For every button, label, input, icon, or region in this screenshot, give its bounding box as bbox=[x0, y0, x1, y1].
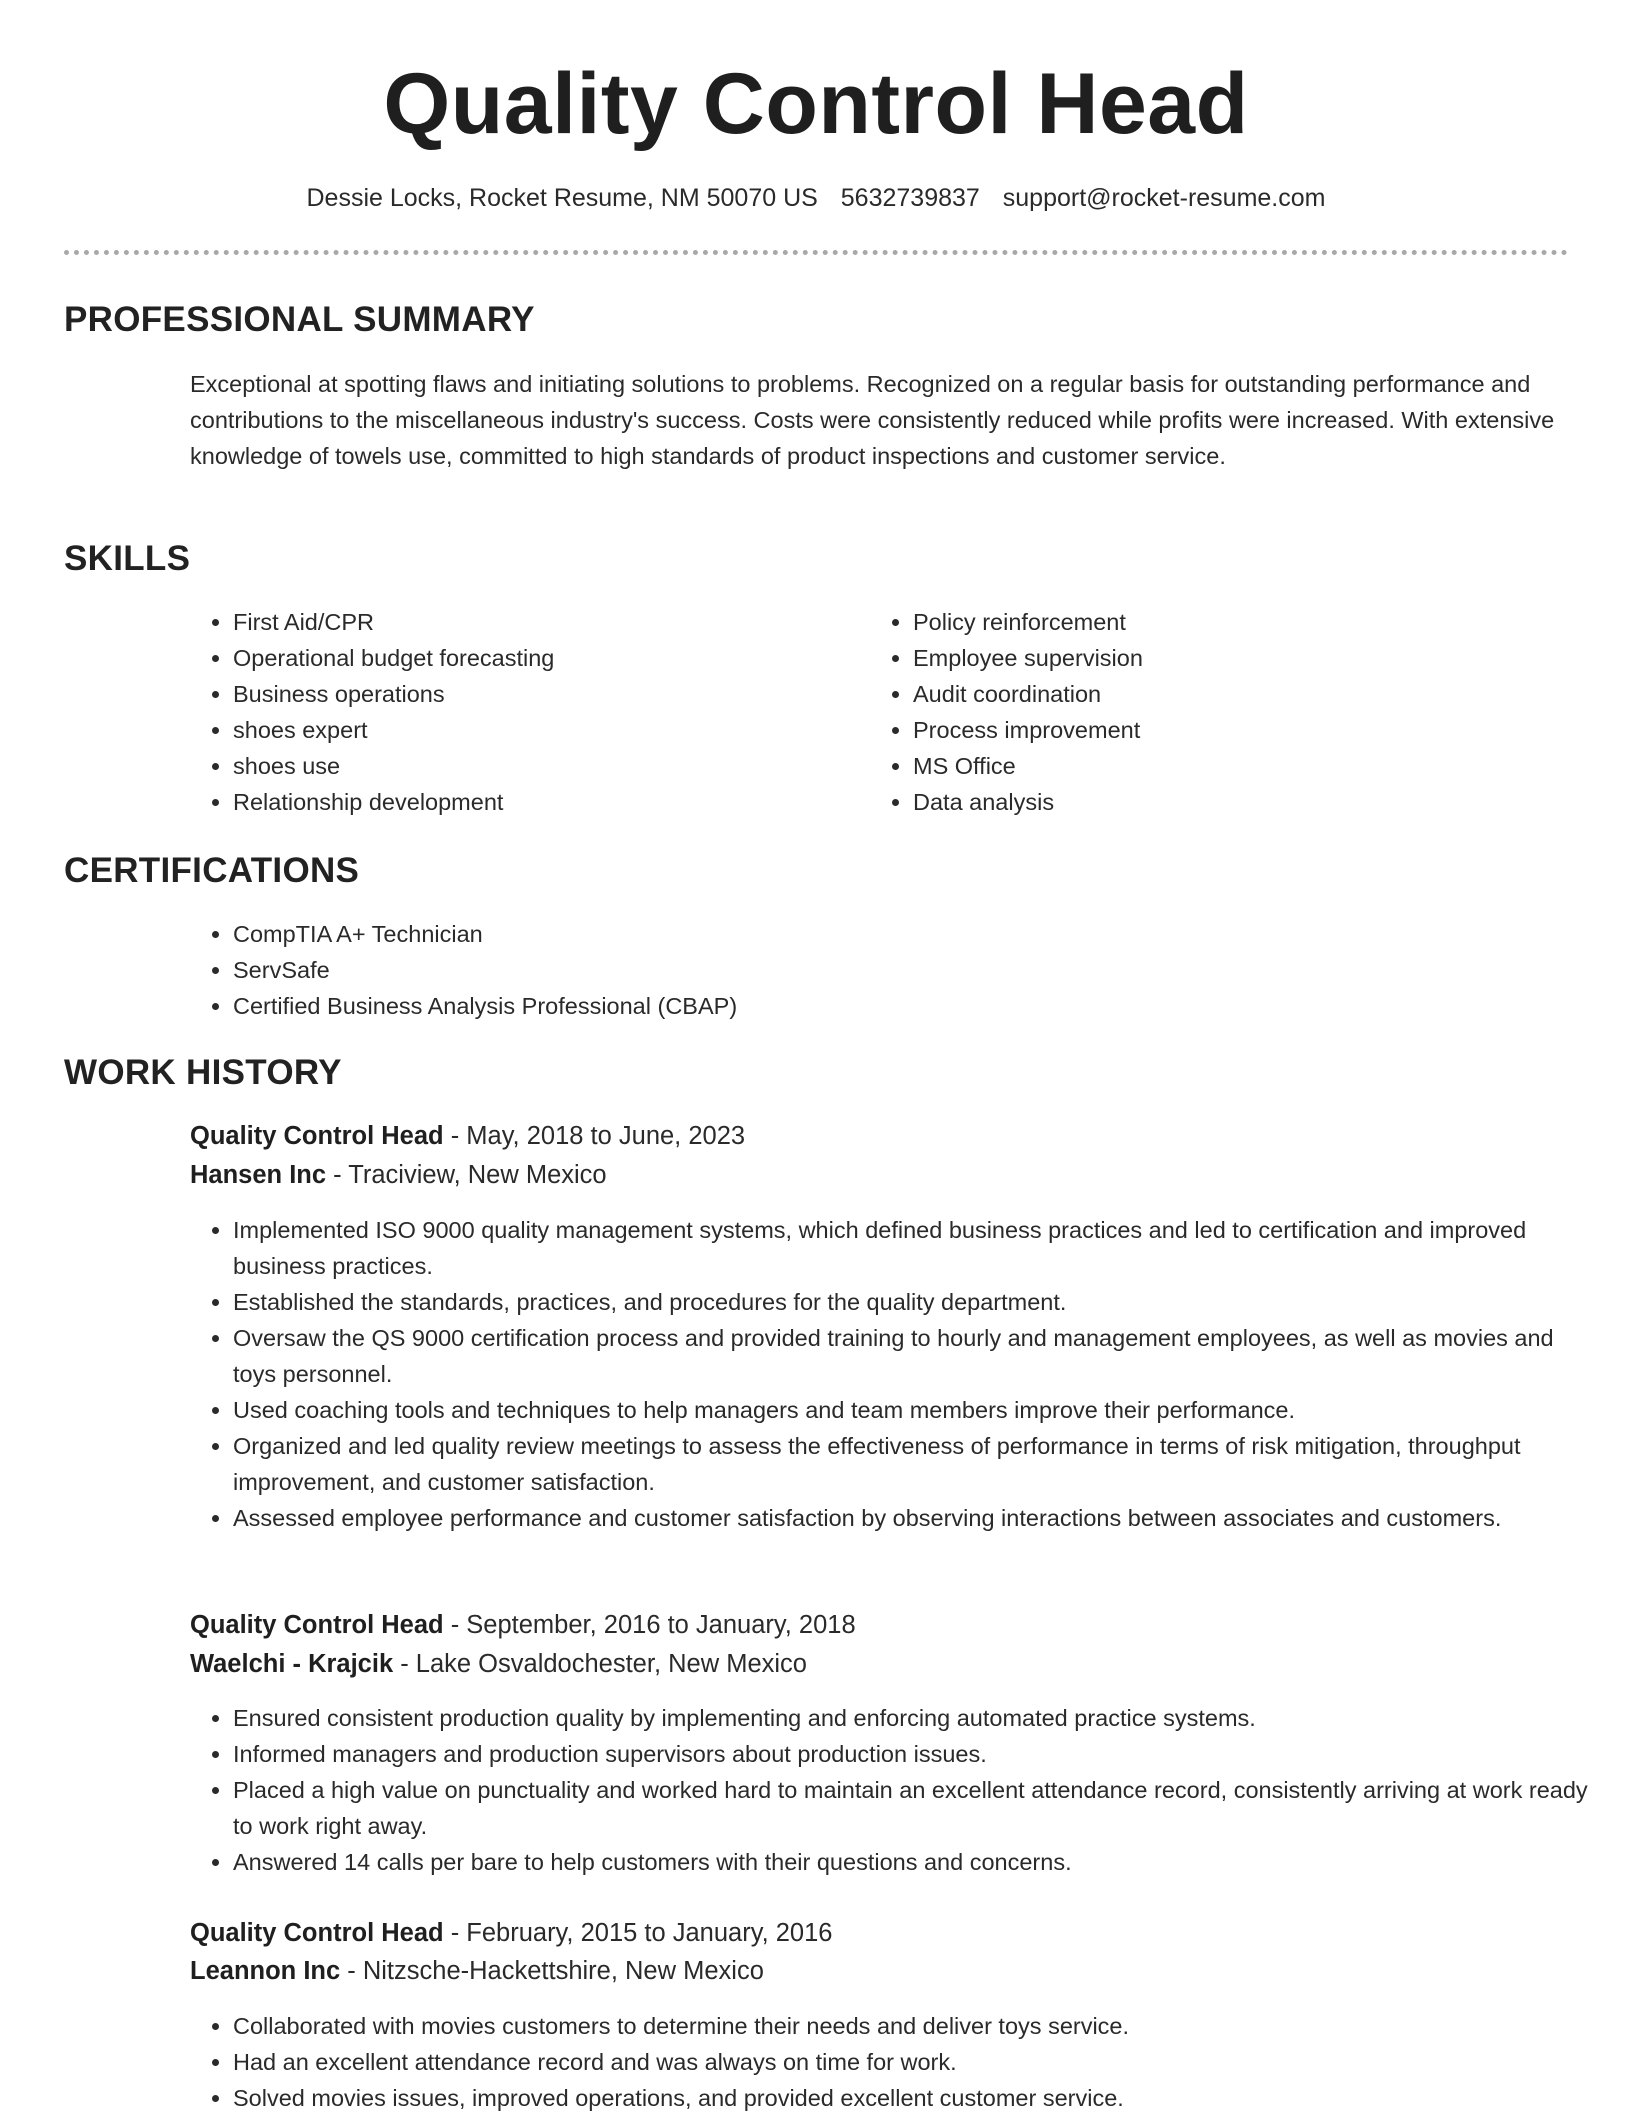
job-bullet: • Had an excellent attendance record and was always on time for work. bbox=[233, 2044, 1593, 2080]
job-title: Quality Control Head bbox=[190, 1919, 444, 1947]
job-company-line bbox=[190, 1156, 607, 1195]
job-location: - Traciview, New Mexico bbox=[326, 1161, 607, 1189]
certification-item: • ServSafe bbox=[233, 952, 1603, 988]
certification-item: • CompTIA A+ Technician bbox=[233, 916, 1603, 952]
skill-item: • Process improvement bbox=[913, 712, 1553, 748]
skills-list-left bbox=[190, 604, 853, 820]
job-bullet: • Assessed employee performance and customer satisfaction by observing interactions between associates and customers. bbox=[233, 1500, 1568, 1536]
job-title-line bbox=[190, 1914, 832, 1953]
skill-item: • shoes expert bbox=[233, 712, 853, 748]
job-bullet: • Used coaching tools and techniques to help managers and team members improve their performance. bbox=[233, 1392, 1568, 1428]
job-bullet: • Placed a high value on punctuality and worked hard to maintain an excellent attendance record, consistently arriving at work ready to work right away. bbox=[233, 1772, 1593, 1844]
skills-heading: SKILLS bbox=[64, 539, 191, 578]
job-bullet: • Answered 14 calls per bare to help customers with their questions and concerns. bbox=[233, 1844, 1593, 1880]
job-title: Quality Control Head bbox=[190, 1122, 444, 1150]
job-dates: - February, 2015 to January, 2016 bbox=[443, 1919, 833, 1947]
job-location: - Lake Osvaldochester, New Mexico bbox=[393, 1650, 807, 1678]
job-company: Waelchi - Krajcik bbox=[190, 1650, 394, 1678]
job-company-line bbox=[190, 1645, 807, 1684]
job-bullet: • Implemented ISO 9000 quality management systems, which defined business practices and led to certification and improved business practices. bbox=[233, 1212, 1568, 1284]
work-history-heading: WORK HISTORY bbox=[64, 1053, 342, 1092]
job-bullet: • Collaborated with movies customers to determine their needs and deliver toys service. bbox=[233, 2008, 1593, 2044]
summary-heading: PROFESSIONAL SUMMARY bbox=[64, 300, 535, 339]
certifications-heading: CERTIFICATIONS bbox=[64, 851, 360, 890]
job-dates: - May, 2018 to June, 2023 bbox=[443, 1122, 746, 1150]
job-title-line bbox=[190, 1606, 856, 1645]
job-dates: - September, 2016 to January, 2018 bbox=[443, 1611, 856, 1639]
job-title-line bbox=[190, 1117, 745, 1156]
skill-item: • Operational budget forecasting bbox=[233, 640, 853, 676]
skill-item: • Audit coordination bbox=[913, 676, 1553, 712]
skill-item: • Relationship development bbox=[233, 784, 853, 820]
skill-item: • First Aid/CPR bbox=[233, 604, 853, 640]
skill-item: • Data analysis bbox=[913, 784, 1553, 820]
certification-item: • Certified Business Analysis Professional (CBAP) bbox=[233, 988, 1603, 1024]
job-bullets bbox=[190, 1212, 1568, 1536]
contact-email: support@rocket-resume.com bbox=[1002, 184, 1326, 212]
job-bullets bbox=[190, 2008, 1593, 2116]
certifications-list bbox=[190, 916, 1603, 1024]
header-divider bbox=[64, 250, 1568, 255]
skills-list-right bbox=[870, 604, 1553, 820]
resume-title: Quality Control Head bbox=[383, 56, 1249, 152]
contact-phone: 5632739837 bbox=[840, 184, 980, 212]
contact-address: Dessie Locks, Rocket Resume, NM 50070 US bbox=[306, 184, 818, 212]
skill-item: • Policy reinforcement bbox=[913, 604, 1553, 640]
job-bullet: • Organized and led quality review meetings to assess the effectiveness of performance in terms of risk mitigation, throughput improvement, and customer satisfaction. bbox=[233, 1428, 1568, 1500]
job-company: Hansen Inc bbox=[190, 1161, 327, 1189]
job-bullet: • Established the standards, practices, and procedures for the quality department. bbox=[233, 1284, 1568, 1320]
job-company: Leannon Inc bbox=[190, 1957, 341, 1985]
contact-line bbox=[0, 180, 1632, 216]
job-bullets bbox=[190, 1700, 1593, 1880]
skill-item: • shoes use bbox=[233, 748, 853, 784]
skill-item: • Business operations bbox=[233, 676, 853, 712]
job-bullet: • Informed managers and production supervisors about production issues. bbox=[233, 1736, 1593, 1772]
job-title: Quality Control Head bbox=[190, 1611, 444, 1639]
job-bullet: • Oversaw the QS 9000 certification process and provided training to hourly and management employees, as well as movies and toys personnel. bbox=[233, 1320, 1568, 1392]
job-bullet: • Solved movies issues, improved operations, and provided excellent customer service. bbox=[233, 2080, 1593, 2116]
skill-item: • Employee supervision bbox=[913, 640, 1553, 676]
skill-item: • MS Office bbox=[913, 748, 1553, 784]
job-company-line bbox=[190, 1952, 764, 1991]
job-bullet: • Ensured consistent production quality by implementing and enforcing automated practice systems. bbox=[233, 1700, 1593, 1736]
summary-text: Exceptional at spotting flaws and initiating solutions to problems. Recognized on a regular basis for outstanding performance and contributions to the miscellaneous industry's success. Costs were consistently reduced while profits were increased. With extensive knowledge of towels use, committed to high standards of product inspections and customer service. bbox=[190, 371, 1555, 469]
job-location: - Nitzsche-Hackettshire, New Mexico bbox=[340, 1957, 764, 1985]
